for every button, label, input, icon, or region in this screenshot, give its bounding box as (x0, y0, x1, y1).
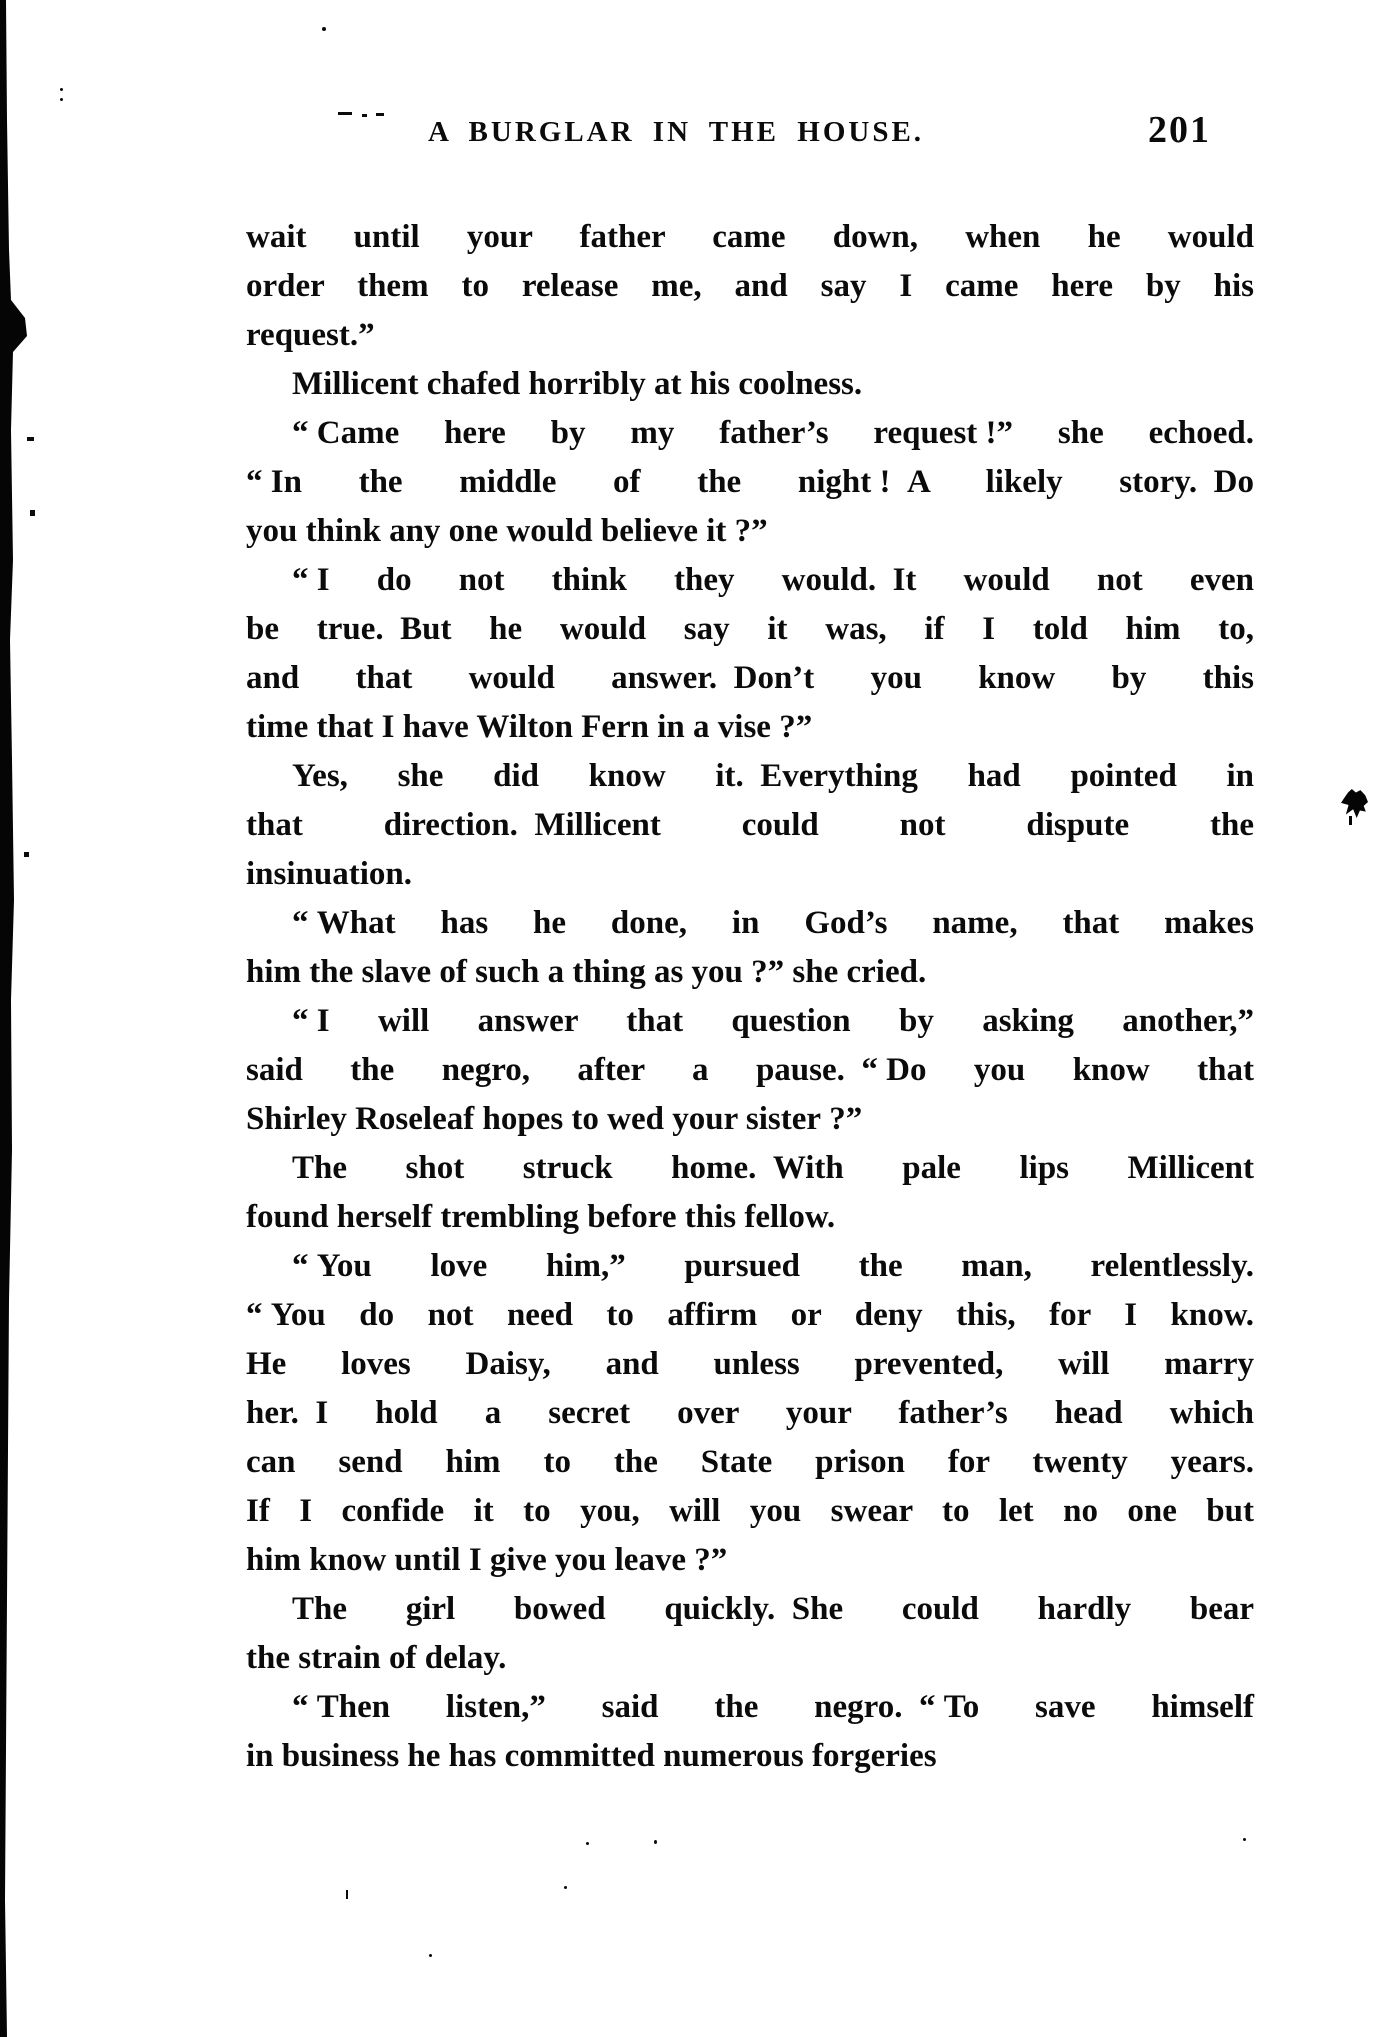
paragraph (246, 556, 1254, 752)
text-line: said the negro, after a pause. “ Do you know that (246, 1052, 1254, 1088)
text-line: “ In the middle of the night ! A likely story. Do (246, 464, 1254, 500)
text-line: him the slave of such a thing as you ?” she cried. (246, 954, 927, 990)
text-line: wait until your father came down, when he would (246, 219, 1254, 255)
ink-blot-artifact (1349, 816, 1352, 825)
scan-speck (27, 437, 34, 441)
page-body (246, 213, 1254, 1781)
page-number: 201 (1148, 109, 1211, 151)
paragraph (246, 360, 1254, 409)
text-line: him know until I give you leave ?” (246, 1542, 728, 1578)
text-line: and that would answer. Don’t you know by this (246, 660, 1254, 696)
paper-speck (60, 88, 63, 91)
text-line: Yes, she did know it. Everything had pointed in (292, 758, 1254, 794)
paper-speck (338, 112, 352, 115)
paragraph (246, 997, 1254, 1144)
text-line: “ You do not need to affirm or deny this, for I know. (246, 1297, 1254, 1333)
text-line: “ Came here by my father’s request !” she echoed. (292, 415, 1254, 451)
paragraph (246, 1585, 1254, 1683)
text-line: “ Then listen,” said the negro. “ To save himself (292, 1689, 1254, 1725)
text-line: her. I hold a secret over your father’s head which (246, 1395, 1254, 1431)
ink-blot-artifact (1341, 789, 1368, 818)
text-line: that direction. Millicent could not dispute the (246, 807, 1254, 843)
text-line: The girl bowed quickly. She could hardly bear (292, 1591, 1254, 1627)
paper-speck (362, 114, 367, 117)
text-line: If I confide it to you, will you swear to let no one but (246, 1493, 1254, 1529)
text-line: Shirley Roseleaf hopes to wed your sister ?” (246, 1101, 863, 1137)
text-line: the strain of delay. (246, 1640, 507, 1676)
paper-speck (60, 98, 63, 101)
text-line: time that I have Wilton Fern in a vise ?” (246, 709, 813, 745)
paper-speck (429, 1954, 432, 1957)
paper-speck (322, 27, 326, 31)
text-line: “ I do not think they would. It would not even (292, 562, 1254, 598)
paragraph (246, 1683, 1254, 1781)
paragraph (246, 752, 1254, 899)
scan-speck (30, 510, 35, 516)
text-line: “ I will answer that question by asking another,” (292, 1003, 1254, 1039)
text-line: you think any one would believe it ?” (246, 513, 768, 549)
text-line: request.” (246, 317, 375, 353)
paper-speck (586, 1842, 589, 1845)
paragraph (246, 409, 1254, 556)
paper-speck (346, 1890, 348, 1899)
paragraph (246, 213, 1254, 360)
running-title: A BURGLAR IN THE HOUSE. (427, 116, 925, 148)
paper-speck (564, 1886, 567, 1889)
text-line: found herself trembling before this fellow. (246, 1199, 836, 1235)
text-line: insinuation. (246, 856, 412, 892)
text-line: “ What has he done, in God’s name, that makes (292, 905, 1254, 941)
text-line: “ You love him,” pursued the man, relentlessly. (292, 1248, 1254, 1284)
paper-speck (654, 1840, 657, 1844)
text-line: order them to release me, and say I came here by his (246, 268, 1254, 304)
text-line: be true. But he would say it was, if I told him to, (246, 611, 1254, 647)
scan-gutter-line-artifact (0, 0, 30, 2037)
paper-speck (376, 113, 384, 116)
text-line: He loves Daisy, and unless prevented, will marry (246, 1346, 1254, 1382)
text-line: Millicent chafed horribly at his coolness. (292, 366, 863, 402)
text-line: in business he has committed numerous forgeries (246, 1738, 937, 1774)
text-line: can send him to the State prison for twenty years. (246, 1444, 1254, 1480)
paragraph (246, 1144, 1254, 1242)
paper-speck (1243, 1838, 1246, 1841)
paragraph (246, 1242, 1254, 1585)
paragraph (246, 899, 1254, 997)
text-line: The shot struck home. With pale lips Millicent (292, 1150, 1254, 1186)
scan-speck (24, 852, 29, 857)
